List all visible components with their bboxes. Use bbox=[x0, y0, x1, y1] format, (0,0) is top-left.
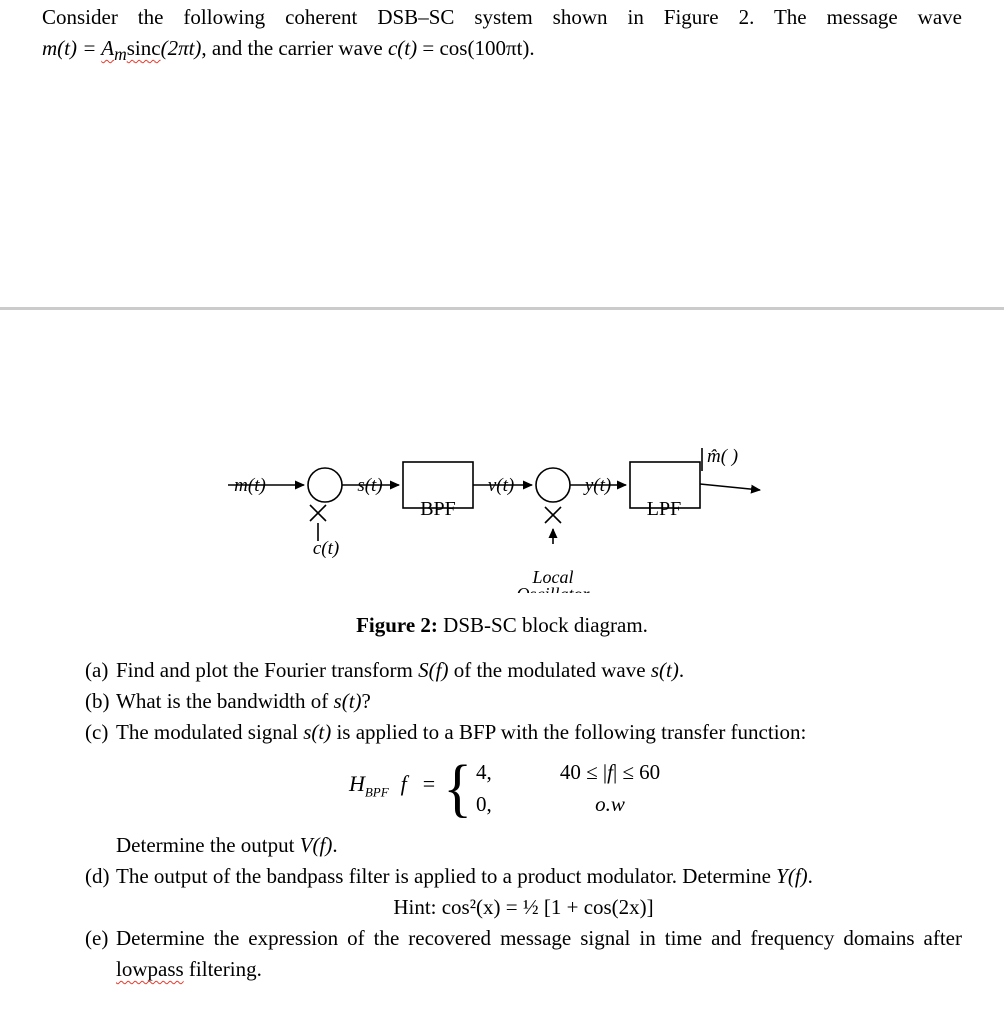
figure-caption bbox=[0, 610, 1004, 640]
block-diagram bbox=[200, 440, 780, 612]
carrier-signal-label: c(t) bbox=[312, 538, 340, 559]
text-run: | ≤ 60 bbox=[612, 760, 661, 784]
text-run: ? bbox=[361, 689, 371, 713]
question-e-label: (e) bbox=[85, 926, 109, 950]
frequency-variable: f bbox=[607, 760, 613, 784]
text-run: What is the bandwidth of bbox=[116, 689, 334, 713]
question-a bbox=[85, 655, 962, 686]
question-a-text bbox=[116, 655, 962, 686]
question-e-text bbox=[116, 923, 962, 985]
piecewise-brace: { bbox=[443, 752, 473, 824]
y-signal-label: y(t) bbox=[584, 475, 612, 496]
question-b-text bbox=[116, 686, 962, 717]
sinc-argument: (2πt) bbox=[160, 36, 202, 60]
message-wave-lhs: m(t) = bbox=[42, 36, 102, 60]
hint-line bbox=[85, 892, 962, 923]
H-subscript: BPF bbox=[364, 784, 389, 800]
text-run: . bbox=[807, 864, 813, 888]
question-b bbox=[85, 686, 962, 717]
text-run: Determine the expression of the recovered message signal in time and frequency domains after bbox=[116, 926, 962, 950]
figure-caption-number: Figure 2: bbox=[356, 613, 438, 637]
equals-sign: = bbox=[422, 771, 436, 797]
intro-mid-text: , and the carrier wave bbox=[201, 36, 388, 60]
variable-Sf: S(f) bbox=[418, 658, 449, 682]
hint-label: Hint: bbox=[393, 895, 442, 919]
carrier-symbol: c(t) bbox=[387, 36, 418, 60]
amplitude-subscript: m bbox=[114, 44, 127, 65]
case2-value: 0, bbox=[476, 792, 492, 816]
text-run: of the modulated wave bbox=[448, 658, 651, 682]
arrow-output bbox=[700, 484, 760, 490]
question-d-label: (d) bbox=[85, 864, 110, 888]
output-signal-label: m̂( ) bbox=[707, 446, 739, 467]
bpf-transfer-function-equation bbox=[85, 748, 962, 830]
text-run: The output of the bandpass filter is applied to a product modulator. Determine bbox=[116, 864, 777, 888]
variable-st: s(t) bbox=[303, 720, 332, 744]
amplitude-symbol: A bbox=[101, 36, 115, 60]
case1-value: 4, bbox=[476, 760, 492, 784]
modulated-signal-label: s(t) bbox=[357, 475, 383, 496]
question-c-label: (c) bbox=[85, 720, 109, 744]
mixer1-circle bbox=[308, 468, 342, 502]
hint-identity: cos²(x) = ½ [1 + cos(2x)] bbox=[441, 895, 654, 919]
question-d bbox=[85, 861, 962, 892]
bpf-block-label: BPF bbox=[420, 498, 456, 520]
text-run: is applied to a BFP with the following transfer function: bbox=[331, 720, 807, 744]
sinc-function: sinc bbox=[126, 36, 161, 60]
spellcheck-squiggle: lowpass bbox=[116, 957, 184, 981]
mixer2-circle bbox=[536, 468, 570, 502]
variable-st: s(t) bbox=[333, 689, 362, 713]
v-signal-label: v(t) bbox=[487, 475, 515, 496]
question-c-text bbox=[116, 717, 962, 748]
variable-Vf: V(f) bbox=[299, 833, 333, 857]
text-run: filtering. bbox=[183, 957, 262, 981]
spellcheck-squiggle bbox=[101, 36, 161, 65]
text-run: . bbox=[678, 658, 685, 682]
figure-caption-text: DSB-SC block diagram. bbox=[437, 613, 648, 637]
frequency-variable: f bbox=[400, 771, 407, 797]
case2-condition: o.w bbox=[595, 792, 625, 816]
text-run: The modulated signal bbox=[116, 720, 304, 744]
question-d-text bbox=[116, 861, 962, 892]
piecewise-cases bbox=[476, 758, 698, 818]
question-c bbox=[85, 717, 962, 748]
text-run: Find and plot the Fourier transform bbox=[116, 658, 419, 682]
question-b-label: (b) bbox=[85, 689, 110, 713]
question-c-determine bbox=[85, 830, 962, 861]
variable-st: s(t) bbox=[650, 658, 679, 682]
question-e bbox=[85, 923, 962, 985]
variable-Yf: Y(f) bbox=[776, 864, 808, 888]
text-run: . bbox=[332, 833, 338, 857]
case1-condition bbox=[522, 758, 698, 786]
case-row-1 bbox=[476, 758, 698, 786]
case-row-2 bbox=[476, 790, 698, 818]
questions-section bbox=[85, 655, 962, 985]
equation-lhs bbox=[349, 768, 443, 807]
carrier-expression: = cos(100πt). bbox=[417, 36, 535, 60]
input-signal-label: m(t) bbox=[234, 475, 266, 496]
section-divider bbox=[0, 307, 1004, 310]
question-a-label: (a) bbox=[85, 658, 109, 682]
problem-statement bbox=[42, 2, 962, 70]
lpf-block-label: LPF bbox=[646, 498, 682, 520]
H-symbol: H bbox=[348, 771, 365, 797]
text-run: Determine the output bbox=[116, 833, 300, 857]
local-oscillator-label-line1: Local bbox=[532, 567, 574, 587]
intro-line2 bbox=[42, 33, 962, 70]
text-run: 40 ≤ | bbox=[559, 760, 608, 784]
intro-line1: Consider the following coherent DSB–SC system shown in Figure 2. The message wave bbox=[42, 5, 962, 29]
